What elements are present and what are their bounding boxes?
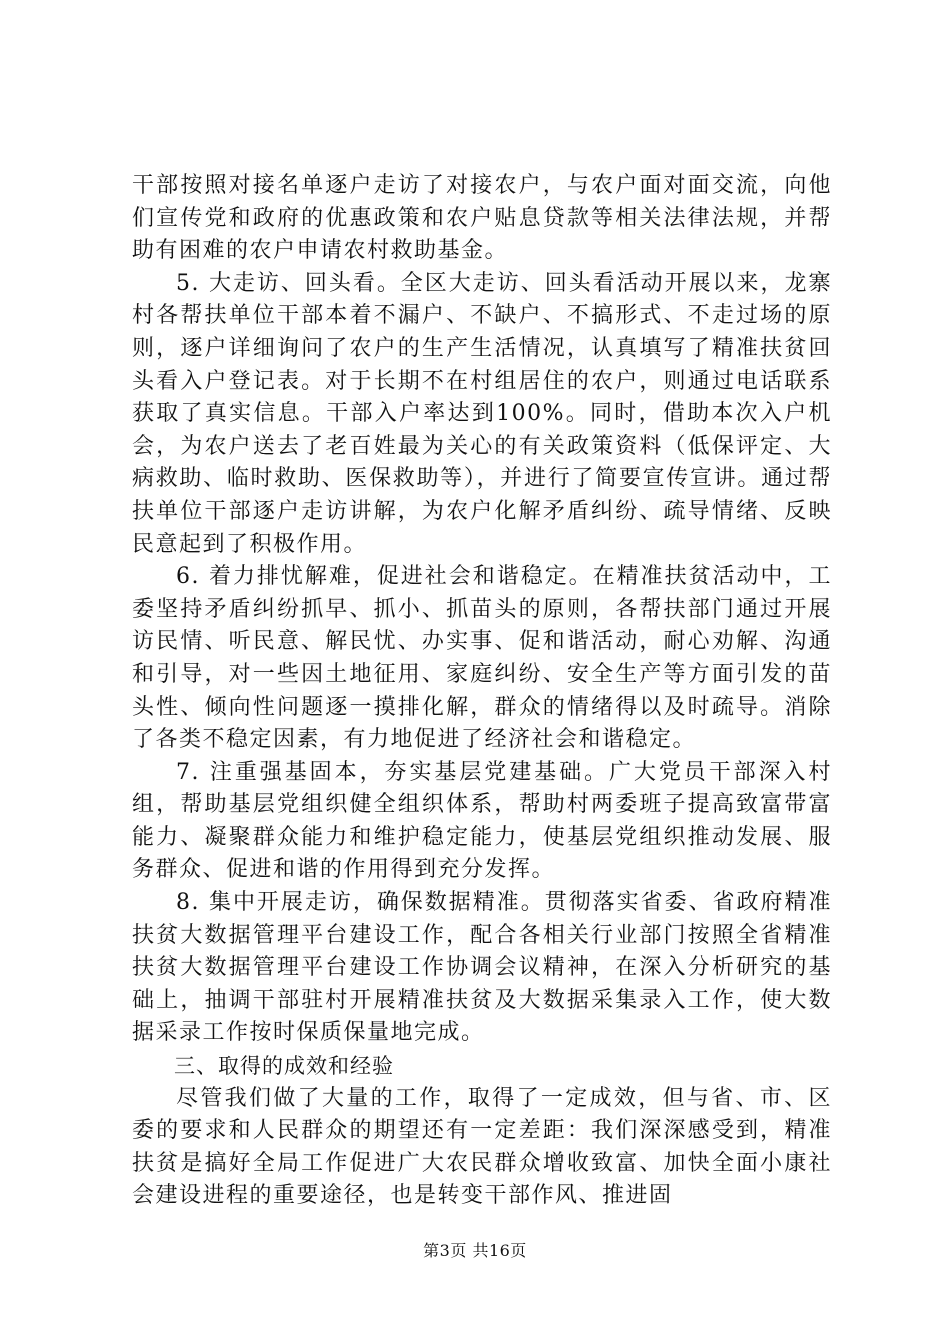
- document-body: [132, 170, 832, 1213]
- paragraph-item-6: 6. 着力排忧解难，促进社会和谐稳定。在精准扶贫活动中，工委坚持矛盾纠纷抓早、抓小、抓苗头的原则，各帮扶部门通过开展访民情、听民意、解民忧、办实事、促和谐活动，耐心劝解、沟通和引导，对一些因土地征用、家庭纠纷、安全生产等方面引发的苗头性、倾向性问题逐一摸排化解，群众的情绪得以及时疏导。消除了各类不稳定因素，有力地促进了经济社会和谐稳定。: [132, 564, 832, 753]
- paragraph-item-8: 8. 集中开展走访，确保数据精准。贯彻落实省委、省政府精准扶贫大数据管理平台建设工作，配合各相关行业部门按照全省精准扶贫大数据管理平台建设工作协调会议精神，在深入分析研究的基础上，抽调干部驻村开展精准扶贫及大数据采集录入工作，使大数据采录工作按时保质保量地完成。: [132, 890, 832, 1046]
- paragraph-item-5: 5. 大走访、回头看。全区大走访、回头看活动开展以来，龙寨村各帮扶单位干部本着不漏户、不缺户、不搞形式、不走过场的原则，逐户详细询问了农户的生产生活情况，认真填写了精准扶贫回头看入户登记表。对于长期不在村组居住的农户，则通过电话联系获取了真实信息。干部入户率达到100%。同时，借助本次入户机会，为农户送去了老百姓最为关心的有关政策资料（低保评定、大病救助、临时救助、医保救助等），并进行了简要宣传宣讲。通过帮扶单位干部逐户走访讲解，为农户化解矛盾纠纷、疏导情绪、反映民意起到了积极作用。: [132, 270, 832, 557]
- section-heading: 三、取得的成效和经验: [174, 1054, 394, 1079]
- paragraph-closing: 尽管我们做了大量的工作，取得了一定成效，但与省、市、区委的要求和人民群众的期望还有一定差距：我们深深感受到，精准扶贫是搞好全局工作促进广大农民群众增收致富、加快全面小康社会建设进程的重要途径，也是转变干部作风、推进固: [132, 1085, 832, 1209]
- paragraph-item-7: 7. 注重强基固本，夯实基层党建基础。广大党员干部深入村组，帮助基层党组织健全组织体系，帮助村两委班子提高致富带富能力、凝聚群众能力和维护稳定能力，使基层党组织推动发展、服务群众、促进和谐的作用得到充分发挥。: [132, 759, 832, 883]
- page-number-footer: 第3页 共16页: [423, 1241, 527, 1260]
- paragraph-continuation: 干部按照对接名单逐户走访了对接农户，与农户面对面交流，向他们宣传党和政府的优惠政策和农户贴息贷款等相关法律法规，并帮助有困难的农户申请农村救助基金。: [132, 173, 832, 264]
